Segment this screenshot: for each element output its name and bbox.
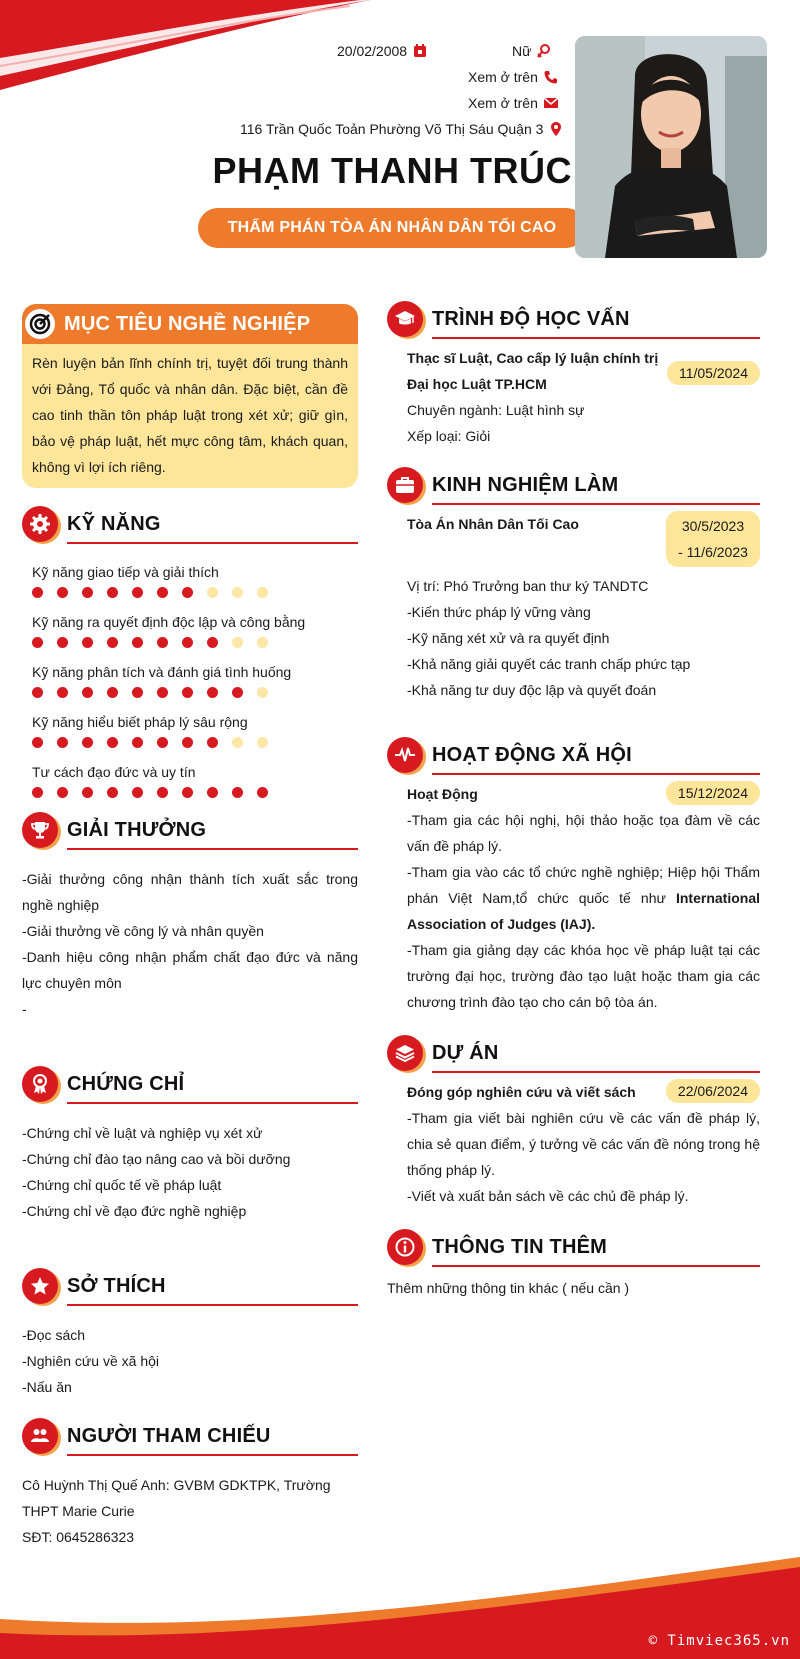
rating-dot-filled [157, 637, 168, 648]
rating-dot-filled [132, 587, 143, 598]
certificates-divider [67, 1102, 358, 1104]
rating-dot-filled [82, 637, 93, 648]
rating-dot-filled [107, 737, 118, 748]
medal-icon [22, 1066, 58, 1102]
rating-dot-filled [107, 637, 118, 648]
projects-p2: -Viết và xuất bản sách về các chủ đề pháp lý. [407, 1188, 689, 1204]
dob-text: 20/02/2008 [337, 43, 408, 59]
rating-dot-empty [257, 687, 268, 698]
list-item: -Khả năng tư duy độc lập và quyết đoán [407, 682, 657, 698]
list-item: -Kỹ năng xét xử và ra quyết định [407, 630, 610, 646]
skill-name: Kỹ năng hiểu biết pháp lý sâu rộng [32, 714, 248, 730]
skill-rating [32, 787, 358, 798]
certificates-title: CHỨNG CHỈ [67, 1072, 185, 1095]
skill-name: Kỹ năng giao tiếp và giải thích [32, 564, 219, 580]
list-item: -Nấu ăn [22, 1379, 72, 1395]
rating-dot-filled [182, 787, 193, 798]
skills-divider [67, 542, 358, 544]
projects-body [387, 1079, 760, 1209]
rating-dot-filled [107, 687, 118, 698]
rating-dot-filled [257, 787, 268, 798]
list-item: - [22, 1001, 27, 1017]
education-body [387, 345, 760, 449]
activities-title: HOẠT ĐỘNG XÃ HỘI [432, 743, 632, 766]
rating-dot-empty [232, 637, 243, 648]
education-degree: Thạc sĩ Luật, Cao cấp lý luận chính trị [407, 350, 659, 366]
rating-dot-filled [32, 787, 43, 798]
skill-name: Kỹ năng ra quyết định độc lập và công bằng [32, 614, 306, 630]
experience-divider [432, 503, 760, 505]
email-text: Xem ở trên [468, 95, 538, 111]
email-icon [543, 95, 559, 111]
address-line [240, 121, 564, 137]
skill-name: Tư cách đạo đức và uy tín [32, 764, 196, 780]
list-item: -Khả năng giải quyết các tranh chấp phức tạp [407, 656, 691, 672]
candidate-name: PHẠM THANH TRÚC [212, 150, 572, 191]
education-major: Chuyên ngành: Luật hình sự [407, 402, 585, 418]
list-item: -Nghiên cứu về xã hội [22, 1353, 159, 1369]
calendar-icon [412, 43, 428, 59]
rating-dot-empty [207, 587, 218, 598]
rating-dot-filled [132, 687, 143, 698]
rating-dot-filled [157, 587, 168, 598]
education-title: TRÌNH ĐỘ HỌC VẤN [432, 307, 630, 330]
rating-dot-empty [232, 737, 243, 748]
rating-dot-filled [57, 687, 68, 698]
rating-dot-filled [107, 587, 118, 598]
hobbies-title: SỞ THÍCH [67, 1274, 166, 1297]
projects-p1: -Tham gia viết bài nghiên cứu về các vấn đề pháp lý, chia sẻ quan điểm, ý tưởng về các vấn đề nóng trong hệ thống pháp lý. [407, 1110, 760, 1178]
skill-rating [32, 587, 358, 598]
experience-title: KINH NGHIỆM LÀM [432, 473, 619, 496]
awards-divider [67, 848, 358, 850]
section-hobbies [22, 1268, 358, 1400]
dob-line [337, 43, 428, 59]
watermark: © Timviec365.vn [648, 1633, 790, 1649]
section-awards [22, 812, 358, 1022]
rating-dot-empty [257, 737, 268, 748]
references-divider [67, 1454, 358, 1456]
rating-dot-filled [207, 787, 218, 798]
rating-dot-filled [107, 787, 118, 798]
rating-dot-filled [132, 637, 143, 648]
section-projects [387, 1035, 760, 1209]
rating-dot-filled [207, 737, 218, 748]
rating-dot-empty [257, 637, 268, 648]
rating-dot-empty [232, 587, 243, 598]
hobbies-list [22, 1322, 358, 1400]
rating-dot-filled [32, 587, 43, 598]
career-goal-title: MỤC TIÊU NGHỀ NGHIỆP [64, 312, 311, 335]
list-item: -Danh hiệu công nhận phẩm chất đạo đức và năng lực chuyên môn [22, 949, 358, 991]
education-school: Đại học Luật TP.HCM [407, 376, 547, 392]
phone-icon [543, 69, 559, 85]
rating-dot-filled [207, 687, 218, 698]
activities-p1: -Tham gia các hội nghị, hội thảo hoặc tọa đàm về các vấn đề pháp lý. [407, 812, 760, 854]
list-item: -Kiến thức pháp lý vững vàng [407, 604, 591, 620]
education-rank: Xếp loại: Giỏi [407, 428, 491, 444]
skill-rating [32, 687, 358, 698]
section-skills [22, 506, 358, 812]
rating-dot-filled [157, 687, 168, 698]
reference-phone: SĐT: 0645286323 [22, 1529, 135, 1545]
experience-body [387, 511, 760, 703]
list-item: -Đọc sách [22, 1327, 86, 1343]
rating-dot-filled [182, 587, 193, 598]
projects-date-badge: 22/06/2024 [666, 1079, 760, 1103]
rating-dot-filled [57, 737, 68, 748]
references-body [22, 1472, 358, 1550]
rating-dot-filled [82, 787, 93, 798]
projects-title: DỰ ÁN [432, 1041, 499, 1064]
section-career-goal [22, 304, 358, 488]
activities-date-badge: 15/12/2024 [666, 781, 760, 805]
activities-body [387, 781, 760, 1015]
gear-icon [22, 506, 58, 542]
layers-icon [387, 1035, 423, 1071]
activities-p3: -Tham gia giảng dạy các khóa học về pháp luật tại các trường đại học, trường đào tạo luật hoặc tham gia các chương trình đào tạo cho cán bộ tòa án. [407, 942, 760, 1010]
job-title-text: THẨM PHÁN TÒA ÁN NHÂN DÂN TỐI CAO [227, 219, 557, 236]
briefcase-icon [387, 467, 423, 503]
certificates-header [22, 1066, 358, 1102]
trophy-icon [22, 812, 58, 848]
skills-header [22, 506, 358, 542]
hobbies-header [22, 1268, 358, 1304]
rating-dot-filled [132, 787, 143, 798]
section-certificates [22, 1066, 358, 1224]
list-item: -Giải thưởng công nhận thành tích xuất sắc trong nghề nghiệp [22, 871, 358, 913]
people-icon [22, 1418, 58, 1454]
profile-photo [575, 36, 767, 258]
phone-text: Xem ở trên [468, 69, 538, 85]
projects-header [387, 1035, 760, 1071]
rating-dot-filled [157, 737, 168, 748]
gender-text: Nữ [512, 43, 532, 59]
rating-dot-filled [157, 787, 168, 798]
activities-p2 [407, 859, 760, 937]
rating-dot-filled [57, 787, 68, 798]
gender-icon [536, 43, 552, 59]
target-icon [25, 309, 55, 339]
rating-dot-filled [182, 737, 193, 748]
experience-org: Tòa Án Nhân Dân Tối Cao [407, 516, 579, 532]
education-date-badge: 11/05/2024 [667, 361, 760, 385]
activities-name: Hoạt Động [407, 786, 478, 802]
rating-dot-filled [232, 687, 243, 698]
list-item: -Chứng chỉ đào tạo nâng cao và bồi dưỡng [22, 1151, 291, 1167]
rating-dot-filled [32, 637, 43, 648]
star-icon [22, 1268, 58, 1304]
skill-rating [32, 737, 358, 748]
section-extra-info [387, 1229, 760, 1301]
activities-header [387, 737, 760, 773]
rating-dot-filled [82, 737, 93, 748]
graduation-cap-icon [387, 301, 423, 337]
email-line [468, 95, 559, 111]
list-item: -Chứng chỉ quốc tế về pháp luật [22, 1177, 222, 1193]
awards-list [22, 866, 358, 1022]
education-header [387, 301, 760, 337]
skills-list [22, 562, 358, 798]
extra-header [387, 1229, 760, 1265]
list-item: -Chứng chỉ về luật và nghiệp vụ xét xử [22, 1125, 263, 1141]
skills-title: KỸ NĂNG [67, 512, 161, 535]
projects-divider [432, 1071, 760, 1073]
rating-dot-filled [182, 687, 193, 698]
list-item: Vị trí: Phó Trưởng ban thư ký TANDTC [407, 578, 649, 594]
rating-dot-filled [207, 637, 218, 648]
references-title: NGƯỜI THAM CHIẾU [67, 1424, 271, 1447]
phone-line [468, 69, 559, 85]
awards-title: GIẢI THƯỞNG [67, 818, 207, 841]
rating-dot-filled [132, 737, 143, 748]
experience-date-badge: 30/5/2023 - 11/6/2023 [666, 511, 760, 567]
gender-line [512, 43, 552, 59]
rating-dot-filled [57, 587, 68, 598]
top-wave-decoration [0, 0, 380, 95]
skill-rating [32, 637, 358, 648]
list-item: -Chứng chỉ về đạo đức nghề nghiệp [22, 1203, 247, 1219]
list-item: -Giải thưởng về công lý và nhân quyền [22, 923, 264, 939]
rating-dot-filled [32, 737, 43, 748]
activities-p2-bold: International Association of Judges (IAJ). [407, 890, 760, 932]
section-references [22, 1418, 358, 1550]
address-text: 116 Trần Quốc Toản Phường Võ Thị Sáu Quận 3 [240, 121, 544, 137]
activities-divider [432, 773, 760, 775]
pulse-icon [387, 737, 423, 773]
extra-title: THÔNG TIN THÊM [432, 1235, 608, 1258]
rating-dot-filled [82, 687, 93, 698]
info-icon [387, 1229, 423, 1265]
extra-text: Thêm những thông tin khác ( nếu cần ) [387, 1280, 630, 1296]
rating-dot-empty [257, 587, 268, 598]
rating-dot-filled [232, 787, 243, 798]
extra-divider [432, 1265, 760, 1267]
rating-dot-filled [57, 637, 68, 648]
career-goal-header [22, 304, 358, 344]
skill-name: Kỹ năng phân tích và đánh giá tình huống [32, 664, 292, 680]
awards-header [22, 812, 358, 848]
experience-header [387, 467, 760, 503]
career-goal-text: Rèn luyện bản lĩnh chính trị, tuyệt đối trung thành với Đảng, Tổ quốc và nhân dân. Đặc biệt, cần đề cao tinh thần tôn pháp luật trong xét xử; giữ gìn, bảo vệ pháp luật, hết mực công tâm, khách quan, không vì lợi ích riêng. [22, 344, 358, 488]
certificates-list [22, 1120, 358, 1224]
hobbies-divider [67, 1304, 358, 1306]
rating-dot-filled [32, 687, 43, 698]
section-social-activities [387, 737, 760, 1015]
activities-p2-text: -Tham gia vào các tổ chức nghề nghiệp; Hiệp hội Thẩm phán Việt Nam,tổ chức quốc tế như [407, 864, 760, 906]
location-pin-icon [548, 121, 564, 137]
job-title-pill [198, 208, 586, 248]
section-education [387, 301, 760, 449]
projects-name: Đóng góp nghiên cứu và viết sách [407, 1084, 636, 1100]
rating-dot-filled [182, 637, 193, 648]
references-header [22, 1418, 358, 1454]
rating-dot-filled [82, 587, 93, 598]
reference-text: Cô Huỳnh Thị Quế Anh: GVBM GDKTPK, Trường THPT Marie Curie [22, 1477, 331, 1519]
section-experience [387, 467, 760, 703]
education-divider [432, 337, 760, 339]
